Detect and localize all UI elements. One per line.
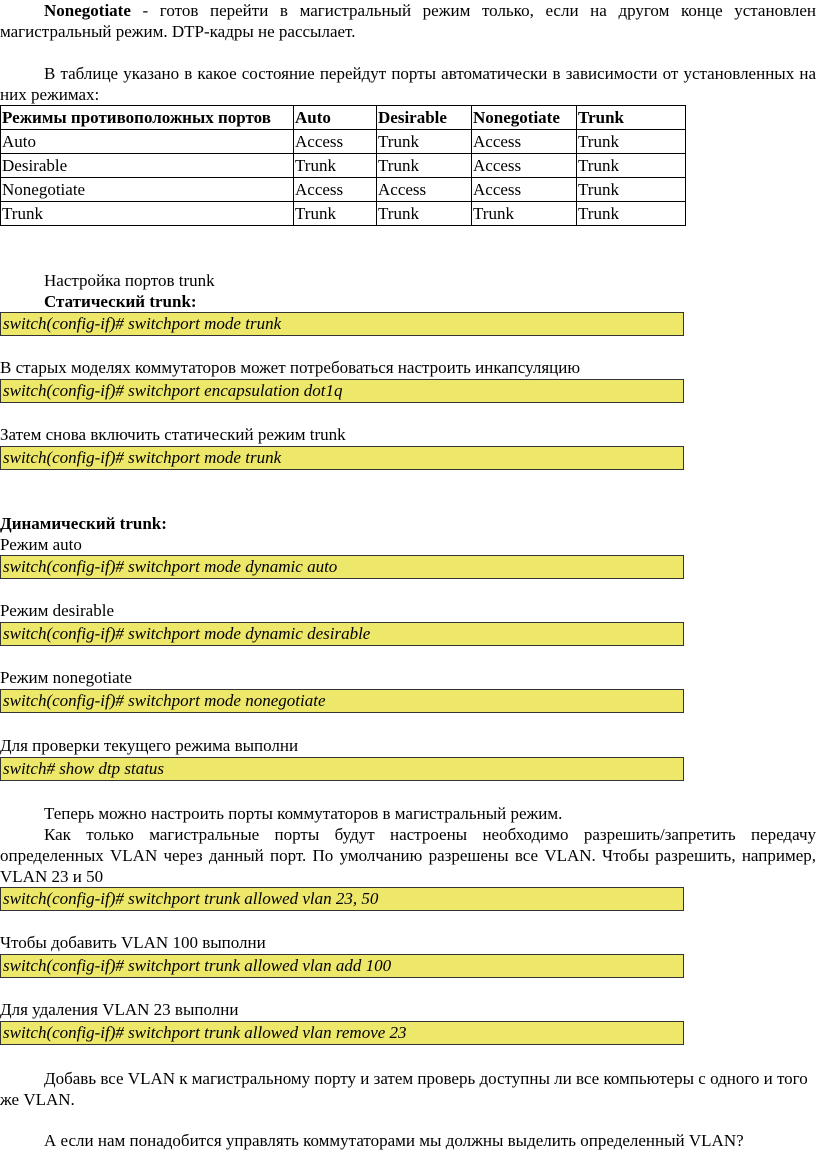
table-cell: Trunk (377, 202, 472, 226)
table-cell: Trunk (377, 154, 472, 178)
table-header-cell: Desirable (377, 106, 472, 130)
old-models-text: В старых моделях коммутаторов может потребоваться настроить инкапсуляцию (0, 358, 581, 377)
table-cell: Access (472, 154, 577, 178)
command-show-dtp: switch# show dtp status (0, 757, 684, 781)
table-cell: Trunk (1, 202, 294, 226)
check-mode-text: Для проверки текущего режима выполни (0, 736, 299, 755)
command-add-vlan: switch(config-if)# switchport trunk allowed vlan add 100 (0, 954, 684, 978)
table-cell: Access (294, 130, 377, 154)
command-static-trunk-again: switch(config-if)# switchport mode trunk (0, 446, 684, 470)
table-cell: Trunk (577, 178, 686, 202)
table-cell: Access (377, 178, 472, 202)
table-cell: Trunk (577, 202, 686, 226)
allow-vlan-paragraph: Как только магистральные порты будут настроены необходимо разрешить/запретить передачу определенных VLAN через данный порт. По умолчанию разрешены все VLAN. Чтобы разрешить, например, VLAN 23 и 50 (0, 825, 816, 886)
table-cell: Auto (1, 130, 294, 154)
mode-desirable-label: Режим desirable (0, 601, 114, 620)
command-remove-vlan: switch(config-if)# switchport trunk allowed vlan remove 23 (0, 1021, 684, 1045)
table-row (1, 178, 686, 202)
table-header-cell: Auto (294, 106, 377, 130)
mode-auto-label: Режим auto (0, 535, 82, 554)
table-cell: Trunk (294, 154, 377, 178)
nonegotiate-paragraph (0, 0, 816, 42)
table-row (1, 130, 686, 154)
table-cell: Trunk (377, 130, 472, 154)
now-configure-paragraph: Теперь можно настроить порты коммутаторов в магистральный режим. (44, 804, 563, 823)
table-header-cell: Режимы противоположных портов (1, 106, 294, 130)
table-header-row (1, 106, 686, 130)
table-cell: Trunk (294, 202, 377, 226)
table-cell: Trunk (577, 130, 686, 154)
nonegotiate-description: - готов перейти в магистральный режим только, если на другом конце установлен магистральный режим. DTP-кадры не рассылает. (0, 1, 816, 41)
command-dynamic-desirable: switch(config-if)# switchport mode dynamic desirable (0, 622, 684, 646)
command-encapsulation: switch(config-if)# switchport encapsulation dot1q (0, 379, 684, 403)
table-cell: Access (472, 130, 577, 154)
add-all-paragraph: Добавь все VLAN к магистральному порту и затем проверь доступны ли все компьютеры с одного и того же VLAN. (0, 1069, 808, 1109)
nonegotiate-term: Nonegotiate (44, 1, 131, 20)
table-cell: Trunk (577, 154, 686, 178)
table-cell: Nonegotiate (1, 178, 294, 202)
table-cell: Access (294, 178, 377, 202)
command-nonegotiate: switch(config-if)# switchport mode nonegotiate (0, 689, 684, 713)
command-dynamic-auto: switch(config-if)# switchport mode dynamic auto (0, 555, 684, 579)
command-allowed-vlan: switch(config-if)# switchport trunk allowed vlan 23, 50 (0, 887, 684, 911)
question-paragraph: А если нам понадобится управлять коммутаторами мы должны выделить определенный VLAN? (44, 1131, 744, 1150)
table-intro: В таблице указано в какое состояние перейдут порты автоматически в зависимости от установленных на них режимах: (0, 64, 816, 104)
table-row (1, 154, 686, 178)
table-cell: Desirable (1, 154, 294, 178)
trunk-setup-heading: Настройка портов trunk (44, 271, 215, 290)
table-header-cell: Nonegotiate (472, 106, 577, 130)
command-static-trunk: switch(config-if)# switchport mode trunk (0, 312, 684, 336)
table-cell: Trunk (472, 202, 577, 226)
table-header-cell: Trunk (577, 106, 686, 130)
again-static-text: Затем снова включить статический режим trunk (0, 425, 346, 444)
mode-nonegotiate-label: Режим nonegotiate (0, 668, 132, 687)
table-cell: Access (472, 178, 577, 202)
add-vlan-text: Чтобы добавить VLAN 100 выполни (0, 933, 266, 952)
remove-vlan-text: Для удаления VLAN 23 выполни (0, 1000, 239, 1019)
static-trunk-heading: Статический trunk: (44, 292, 197, 311)
dynamic-trunk-heading: Динамический trunk: (0, 514, 167, 533)
modes-table (0, 105, 686, 226)
table-row (1, 202, 686, 226)
